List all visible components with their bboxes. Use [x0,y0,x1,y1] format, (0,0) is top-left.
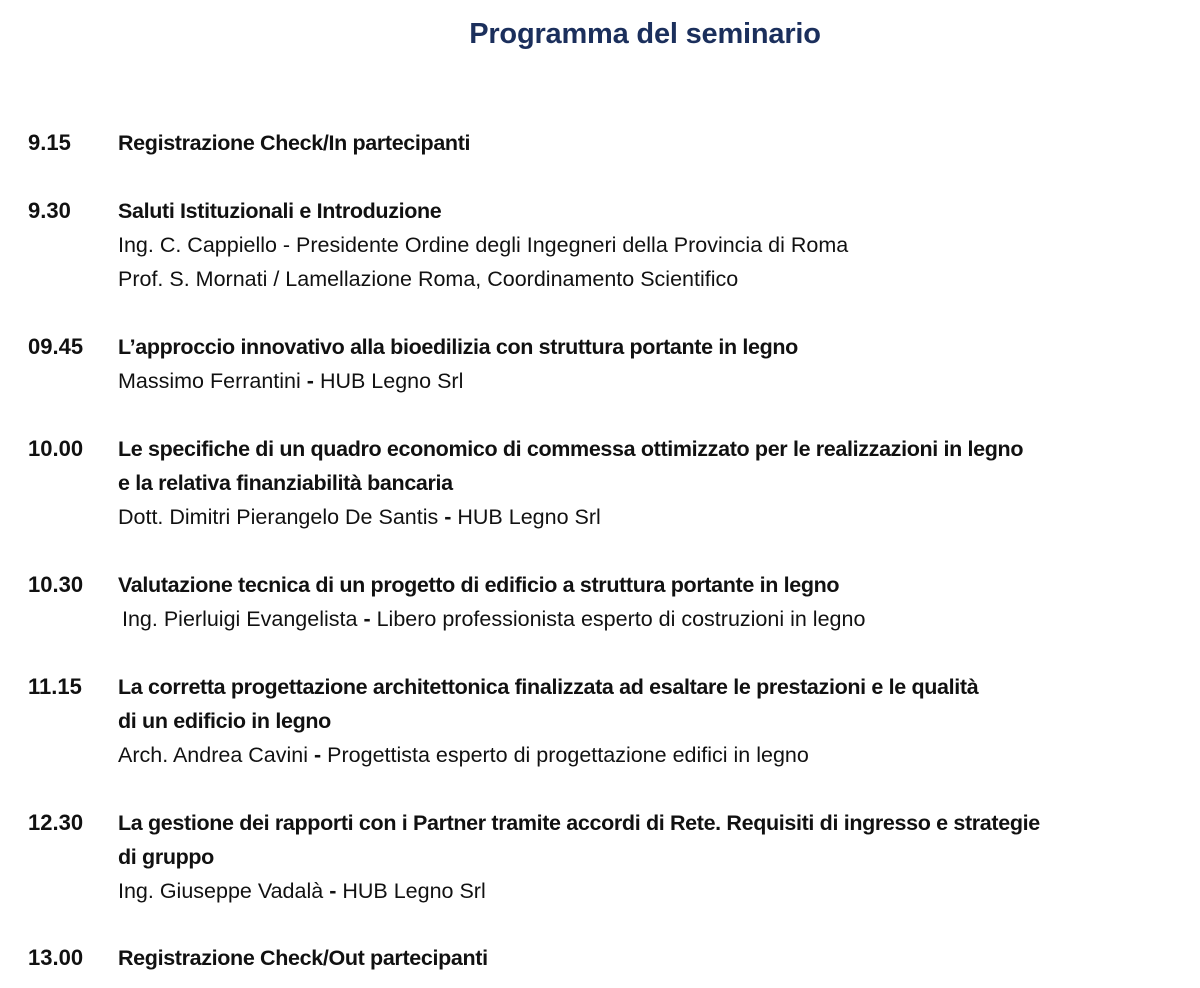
speaker-name: Ing. Giuseppe Vadalà [118,879,324,903]
speaker-name: Arch. Andrea Cavini [118,743,309,767]
session-speaker: Ing. Pierluigi Evangelista - Libero professionista esperto di costruzioni in legno [122,607,866,631]
speaker-role: HUB Legno Srl [319,369,464,393]
session-time: 11.15 [28,674,82,699]
session-content [118,194,1198,296]
speaker-role: Progettista esperto di progettazione edifici in legno [327,743,809,767]
session-time: 10.30 [28,572,84,597]
session-title: Registrazione Check/In partecipanti [118,131,471,155]
session-time: 9.30 [28,198,71,223]
session-speaker: Prof. S. Mornati / Lamellazione Roma, Coordinamento Scientifico [118,267,739,291]
session-content [118,126,1198,160]
speaker-role: HUB Legno Srl [342,879,486,903]
speaker-name: Ing. Pierluigi Evangelista [122,607,358,631]
session-content [118,330,1198,398]
speaker-name: Dott. Dimitri Pierangelo De Santis [118,505,439,529]
session-content [118,670,1198,772]
session-title-continued: di un edificio in legno [118,709,331,733]
session-title-continued: e la relativa finanziabilità bancaria [118,471,453,495]
session-content [118,806,1198,908]
session-title: La gestione dei rapporti con i Partner tramite accordi di Rete. Requisiti di ingresso e strategie [118,811,1040,835]
session-time: 13.00 [28,945,84,970]
session-content [118,941,1198,975]
session-speaker: Dott. Dimitri Pierangelo De Santis - HUB Legno Srl [118,505,601,529]
session-speaker: Ing. C. Cappiello - Presidente Ordine degli Ingegneri della Provincia di Roma [118,233,849,257]
session-title: Registrazione Check/Out partecipanti [118,946,488,970]
session-speaker: Ing. Giuseppe Vadalà - HUB Legno Srl [118,879,486,903]
session-time: 09.45 [28,334,84,359]
speaker-role: HUB Legno Srl [457,505,601,529]
speaker-role: Libero professionista esperto di costruzioni in legno [376,607,866,631]
session-title: Valutazione tecnica di un progetto di edificio a struttura portante in legno [118,573,840,597]
session-title: Saluti Istituzionali e Introduzione [118,199,442,223]
page-title: Programma del seminario [469,18,821,50]
session-content [118,568,1198,636]
session-title: Le specifiche di un quadro economico di commessa ottimizzato per le realizzazioni in legno [118,437,1024,461]
speaker-name: Massimo Ferrantini [118,369,301,393]
session-speaker: Massimo Ferrantini - HUB Legno Srl [118,369,464,393]
session-title: La corretta progettazione architettonica finalizzata ad esaltare le prestazioni e le qualità [118,675,979,699]
session-time: 10.00 [28,436,84,461]
session-title-continued: di gruppo [118,845,214,869]
session-title: L’approccio innovativo alla bioedilizia con struttura portante in legno [118,335,798,359]
session-content [118,432,1198,534]
session-time: 12.30 [28,810,84,835]
session-time: 9.15 [28,130,71,155]
session-speaker: Arch. Andrea Cavini - Progettista esperto di progettazione edifici in legno [118,743,809,767]
